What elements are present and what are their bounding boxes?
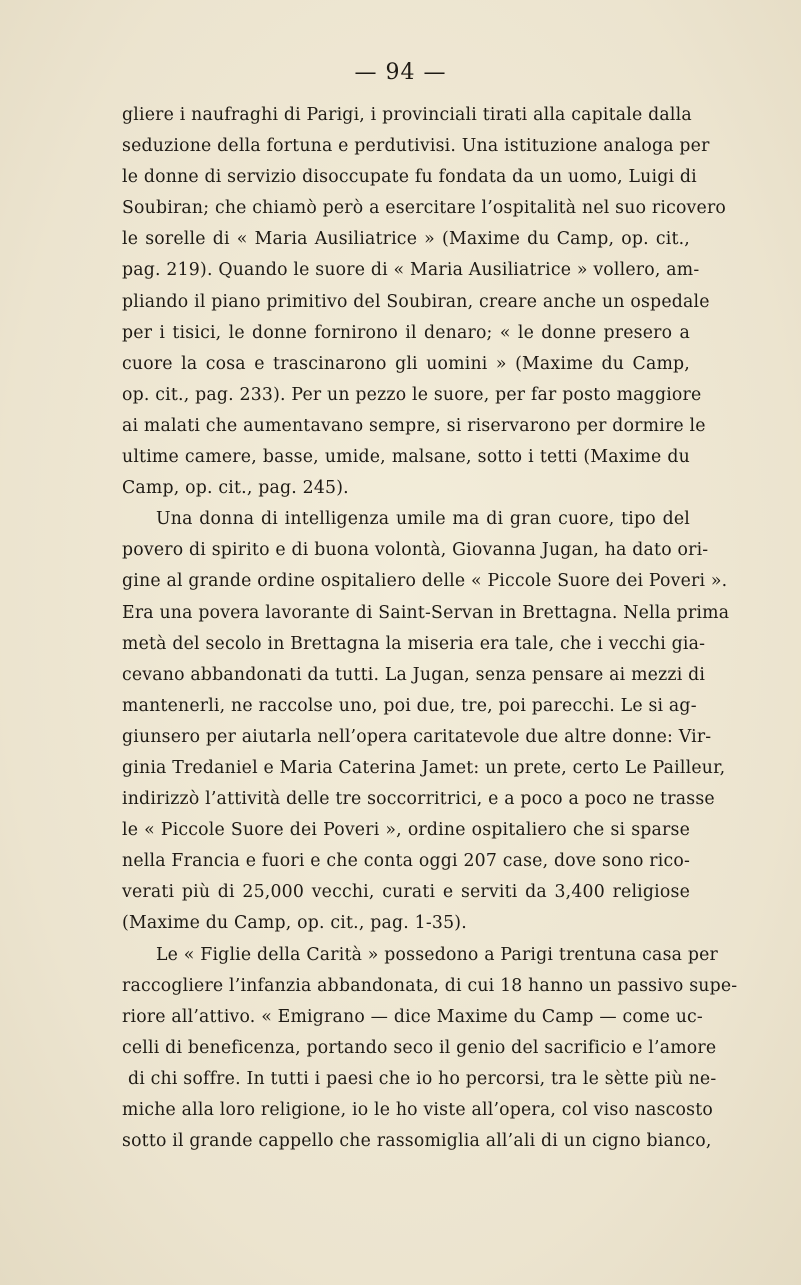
text-line: nella Francia e fuori e che conta oggi 207 case, dove sono rico- <box>122 851 690 872</box>
text-line: Soubiran; che chiamò però a esercitare l’ospitalità nel suo ricovero <box>122 198 727 219</box>
text-line: cuore la cosa e trascinarono gli uomini » (Maxime du Camp, <box>122 353 690 374</box>
text-line: ginia Tredaniel e Maria Caterina Jamet: un prete, certo Le Pailleur, <box>122 757 726 778</box>
page-number-header: — 94 — <box>354 60 447 85</box>
text-line: indirizzò l’attività delle tre soccorritrici, e a poco a poco ne trasse <box>122 789 715 810</box>
text-line: pliando il piano primitivo del Soubiran, creare anche un ospedale <box>122 291 710 312</box>
text-line: raccogliere l’infanzia abbandonata, di cui 18 hanno un passivo supe- <box>122 975 738 996</box>
text-line: mantenerli, ne raccolse uno, poi due, tre, poi parecchi. Le si ag- <box>122 695 697 716</box>
text-line: riore all’attivo. « Emigrano — dice Maxime du Camp — come uc- <box>122 1006 703 1027</box>
text-line: Camp, op. cit., pag. 245). <box>122 478 349 499</box>
text-line: op. cit., pag. 233). Per un pezzo le suore, per far posto maggiore <box>122 384 702 405</box>
body-text <box>122 100 738 1157</box>
text-line: pag. 219). Quando le suore di « Maria Ausiliatrice » vollero, am- <box>122 260 700 281</box>
text-line: celli di beneficenza, portando seco il genio del sacrificio e l’amore <box>122 1037 717 1058</box>
text-line: ultime camere, basse, umide, malsane, sotto i tetti (Maxime du <box>122 447 690 468</box>
text-line: Era una povera lavorante di Saint-Servan in Brettagna. Nella prima <box>122 602 730 623</box>
text-line: sotto il grande cappello che rassomiglia all’ali di un cigno bianco, <box>122 1131 712 1152</box>
text-line: giunsero per aiutarla nell’opera caritatevole due altre donne: Vir- <box>122 726 712 747</box>
text-line: Una donna di intelligenza umile ma di gran cuore, tipo del <box>156 509 690 530</box>
text-line: seduzione della fortuna e perdutivisi. Una istituzione analoga per <box>122 136 710 157</box>
text-line: le donne di servizio disoccupate fu fondata da un uomo, Luigi di <box>122 167 697 188</box>
text-line: verati più di 25,000 vecchi, curati e serviti da 3,400 religiose <box>122 882 690 903</box>
text-line: per i tisici, le donne fornirono il denaro; « le donne presero a <box>122 322 690 343</box>
text-line: gliere i naufraghi di Parigi, i provinciali tirati alla capitale dalla <box>122 105 692 125</box>
text-line: Le « Figlie della Carità » possedono a Parigi trentuna casa per <box>156 944 718 965</box>
text-line: (Maxime du Camp, op. cit., pag. 1-35). <box>122 913 467 934</box>
text-line: miche alla loro religione, io le ho viste all’opera, col viso nascosto <box>122 1100 713 1120</box>
text-line: le sorelle di « Maria Ausiliatrice » (Maxime du Camp, op. cit., <box>122 229 690 250</box>
text-line: cevano abbandonati da tutti. La Jugan, senza pensare ai mezzi di <box>122 664 706 685</box>
text-line: di chi soffre. In tutti i paesi che io ho percorsi, tra le sètte più ne- <box>128 1068 717 1089</box>
text-line: le « Piccole Suore dei Poveri », ordine ospitaliero che si sparse <box>122 820 690 841</box>
text-line: ai malati che aumentavano sempre, si riservarono per dormire le <box>122 415 706 436</box>
text-line: povero di spirito e di buona volontà, Giovanna Jugan, ha dato ori- <box>122 540 709 561</box>
text-line: metà del secolo in Brettagna la miseria era tale, che i vecchi gia- <box>122 633 706 654</box>
text-line: gine al grande ordine ospitaliero delle « Piccole Suore dei Poveri ». <box>122 571 728 592</box>
